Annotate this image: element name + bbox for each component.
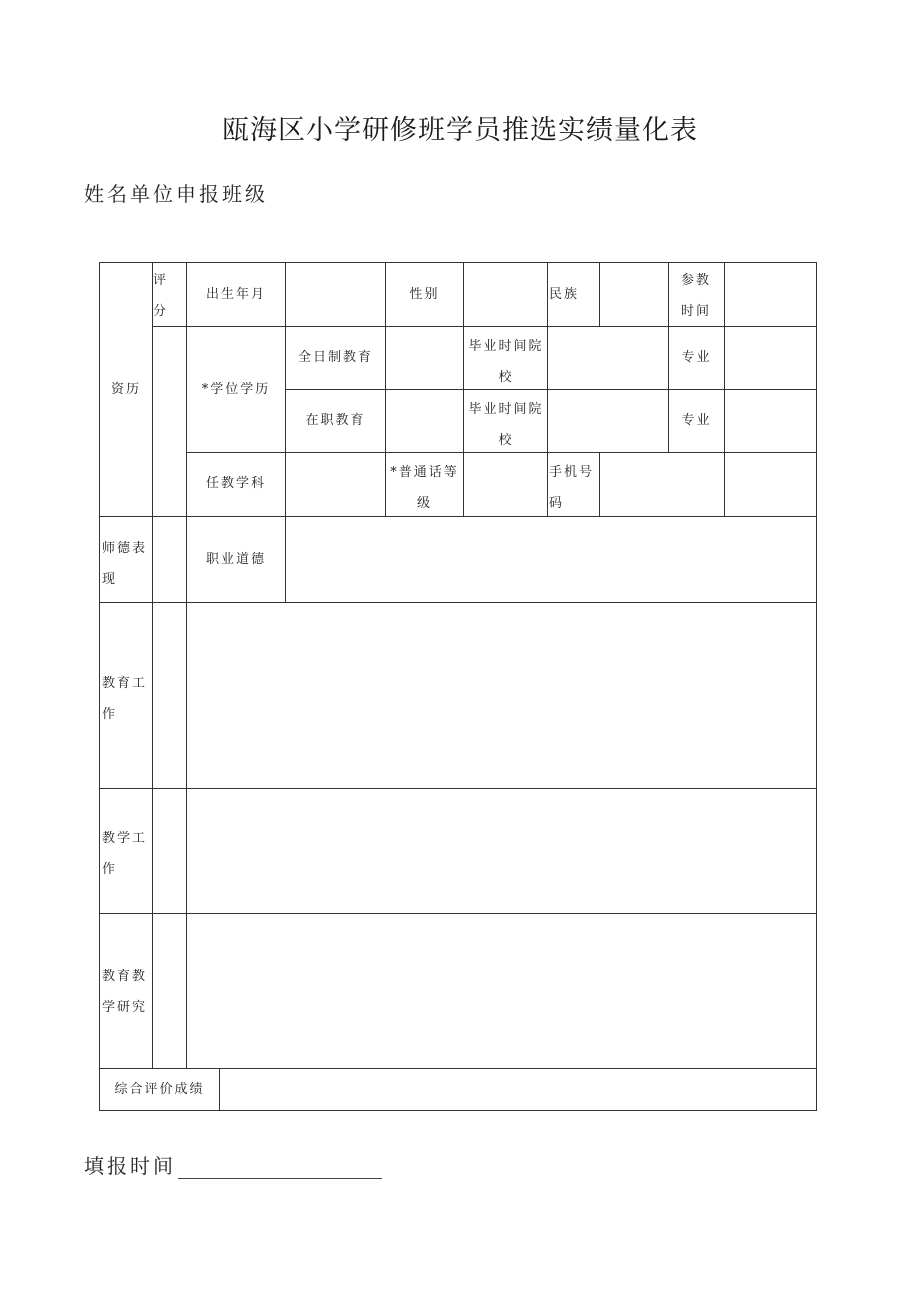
label-birth-date: 出生年月	[205, 287, 266, 302]
label-teaching-start-date: 参教时间	[680, 273, 711, 319]
fill-date-blank[interactable]	[178, 1158, 382, 1179]
label-professional-ethics: 职业道德	[205, 552, 266, 567]
label-major-inservice: 专业	[681, 413, 712, 428]
label-phone-number: 手机号码	[549, 465, 595, 511]
label-resume: 资历	[110, 382, 141, 397]
fill-date-line	[84, 1150, 382, 1179]
label-ethics-performance: 师德表现	[102, 541, 148, 587]
label-teaching-subject: 任教学科	[205, 476, 266, 491]
label-overall-score: 综合评价成绩	[114, 1082, 205, 1097]
label-fulltime-education: 全日制教育	[297, 350, 373, 365]
document-title: 瓯海区小学研修班学员推选实绩量化表	[222, 115, 698, 146]
fill-date-label: 填报时间	[84, 1154, 176, 1178]
label-teaching-research: 教育教学研究	[102, 969, 148, 1015]
label-major-fulltime: 专业	[681, 350, 712, 365]
label-education-work: 教育工作	[102, 676, 148, 722]
label-mandarin-level: *普通话等级	[390, 465, 459, 511]
label-gender: 性别	[409, 287, 440, 302]
applicant-info-line: 姓名单位申报班级	[84, 182, 268, 206]
label-ethnicity: 民族	[549, 287, 580, 302]
label-score: 评分	[153, 273, 169, 319]
label-degree: *学位学历	[201, 382, 271, 397]
label-teaching-work: 教学工作	[102, 831, 148, 877]
label-graduation-school-fulltime: 毕业时间院校	[468, 339, 544, 385]
label-inservice-education: 在职教育	[305, 413, 366, 428]
label-graduation-school-inservice: 毕业时间院校	[468, 402, 544, 448]
